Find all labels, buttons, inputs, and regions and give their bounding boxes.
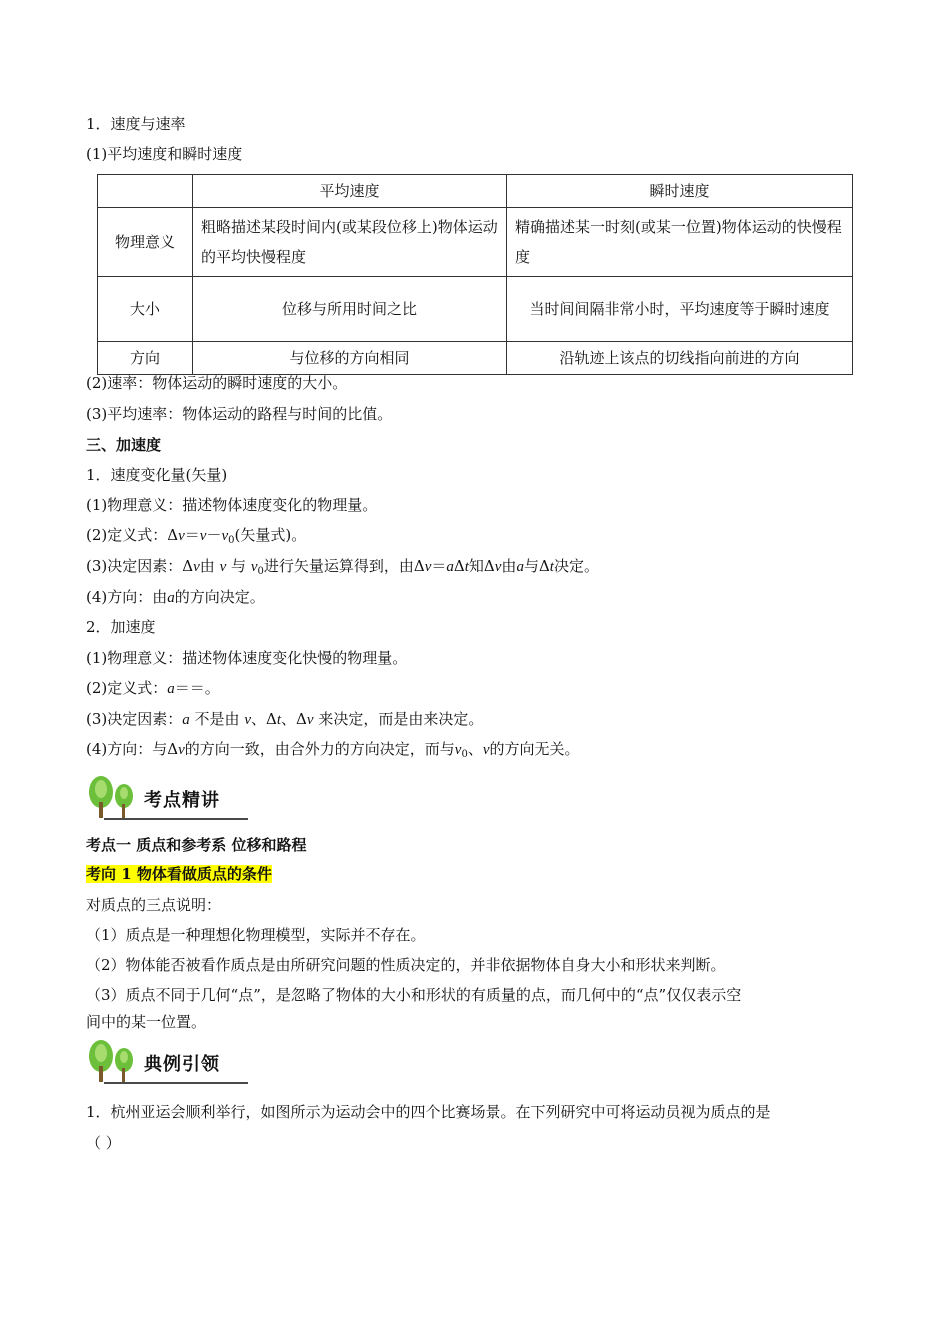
dv-p1: (1)物理意义：描述物体速度变化的物理量。	[86, 496, 378, 514]
section-banner-dianli	[86, 1038, 246, 1086]
banner-title: 典例引领	[144, 1054, 220, 1075]
kaodian-heading: 考点一 质点和参考系 位移和路程	[86, 836, 307, 854]
table-row	[98, 342, 853, 375]
sec1-sub3: (3)平均速率：物体运动的路程与时间的比值。	[86, 405, 393, 423]
row-avg: 位移与所用时间之比	[193, 277, 507, 342]
zhidian-intro: 对质点的三点说明：	[86, 896, 222, 914]
sec3-heading: 三、加速度	[86, 436, 162, 454]
table-header-avg: 平均速度	[193, 175, 507, 208]
zhidian-point-1: （1）质点是一种理想化物理模型，实际并不存在。	[86, 926, 426, 944]
section-banner-kaodian	[86, 774, 246, 822]
row-inst: 精确描述某一时刻(或某一位置)物体运动的快慢程度	[507, 208, 853, 277]
sec1-sub2: (2)速率：物体运动的瞬时速度的大小。	[86, 374, 348, 392]
row-label: 大小	[98, 277, 193, 342]
acc-heading: 2．加速度	[86, 618, 156, 636]
acc-p1: (1)物理意义：描述物体速度变化快慢的物理量。	[86, 649, 408, 667]
table-row	[98, 277, 853, 342]
row-inst: 沿轨迹上该点的切线指向前进的方向	[507, 342, 853, 375]
sec1-sub1: (1)平均速度和瞬时速度	[86, 145, 243, 163]
row-label: 方向	[98, 342, 193, 375]
table-row	[98, 208, 853, 277]
zhidian-point-2: （2）物体能否被看作质点是由所研究问题的性质决定的，并非依据物体自身大小和形状来判断。	[86, 956, 726, 974]
sec1-heading: 1．速度与速率	[86, 115, 186, 133]
question-1-text: 1．杭州亚运会顺利举行，如图所示为运动会中的四个比赛场景。在下列研究中可将运动员视为质点的是	[86, 1103, 771, 1121]
dv-p2: (2)定义式：$\Delta v=v-v_0$(矢量式)。	[86, 526, 307, 546]
acc-p4: (4)方向：与Δv的方向一致，由合外力的方向决定，而与$v_0$、v的方向无关。	[86, 740, 580, 760]
banner-underline	[104, 1082, 248, 1084]
row-avg: 与位移的方向相同	[193, 342, 507, 375]
row-inst: 当时间间隔非常小时，平均速度等于瞬时速度	[507, 277, 853, 342]
kaoxiang-heading: 考向 1 物体看做质点的条件	[86, 865, 272, 883]
table-header-inst: 瞬时速度	[507, 175, 853, 208]
table-header-row	[98, 175, 853, 208]
banner-title: 考点精讲	[144, 790, 220, 811]
banner-underline	[104, 818, 248, 820]
tree-icon	[86, 774, 138, 820]
row-avg: 粗略描述某段时间内(或某段位移上)物体运动的平均快慢程度	[193, 208, 507, 277]
acc-p2: (2)定义式：a＝＝。	[86, 679, 220, 697]
zhidian-point-3a: （3）质点不同于几何“点”，是忽略了物体的大小和形状的有质量的点，而几何中的“点”仅仅表示空	[86, 986, 742, 1004]
table-header-empty	[98, 175, 193, 208]
velocity-comparison-table	[97, 174, 853, 375]
acc-p3: (3)决定因素：a 不是由 v、Δt、Δv 来决定，而是由来决定。	[86, 710, 484, 728]
dv-p4: (4)方向：由a的方向决定。	[86, 588, 265, 606]
zhidian-point-3b: 间中的某一位置。	[86, 1013, 207, 1031]
tree-icon	[86, 1038, 138, 1084]
row-label: 物理意义	[98, 208, 193, 277]
dv-p3: (3)决定因素：Δv由 v 与 $v_0$进行矢量运算得到，由Δv＝aΔt知Δv由a与Δt决定。	[86, 557, 599, 577]
dv-heading: 1．速度变化量(矢量)	[86, 466, 228, 484]
question-1-bracket: （ ）	[86, 1134, 121, 1152]
